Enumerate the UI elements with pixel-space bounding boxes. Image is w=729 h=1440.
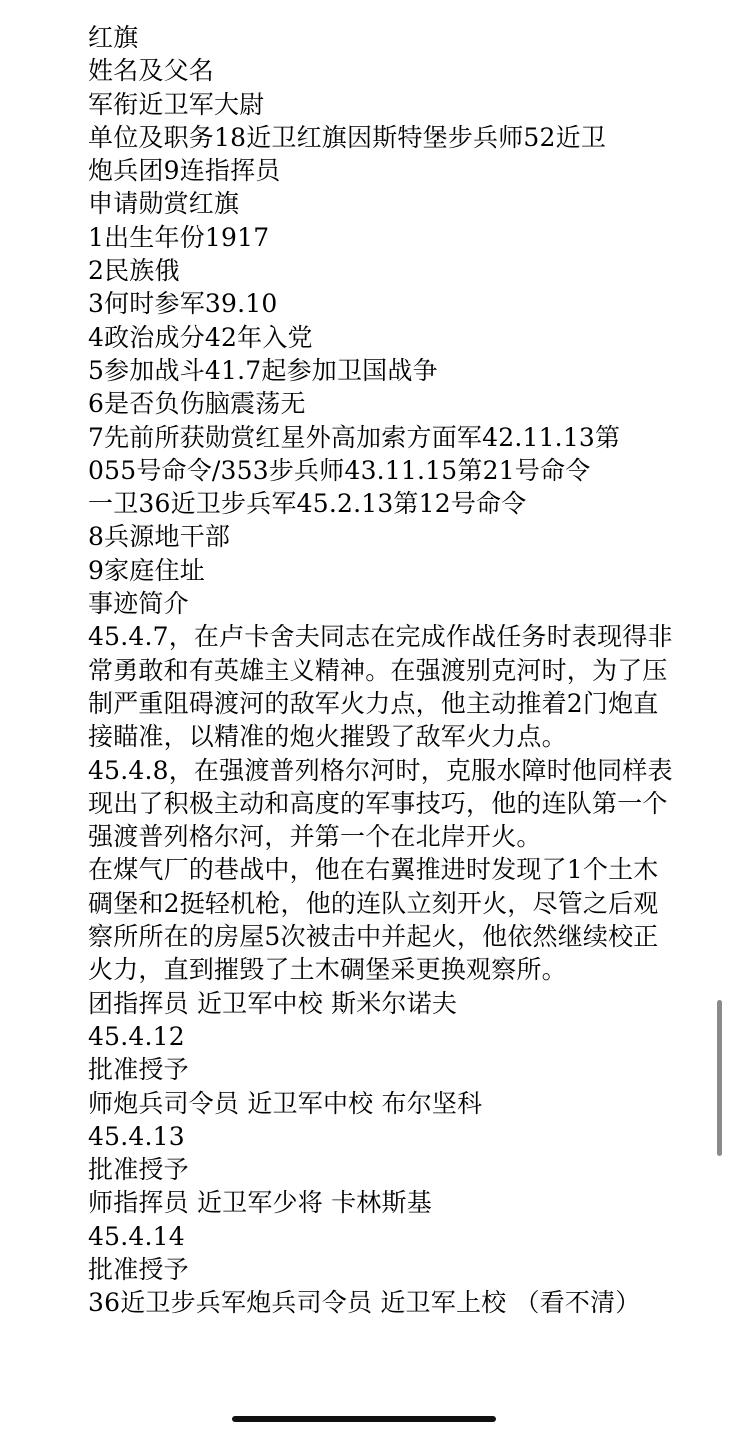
wounds: 6是否负伤脑震荡无 <box>88 389 306 419</box>
award-type: 红旗 <box>88 23 139 52</box>
party-membership: 4政治成分42年入党 <box>88 322 313 352</box>
division-commander-signature: 师指挥员 近卫军少将 卡林斯基 <box>88 1188 432 1218</box>
previous-awards-line-2: 055号命令/353步兵师43.11.15第21号命令 <box>88 455 591 485</box>
division-commander-date: 45.4.14 <box>88 1221 185 1251</box>
requested-award: 申请勋赏红旗 <box>88 189 240 219</box>
division-commander-decision: 批准授予 <box>88 1254 189 1284</box>
birth-year: 1出生年份1917 <box>88 222 270 252</box>
unit-and-position-line-1: 单位及职务18近卫红旗因斯特堡步兵师52近卫 <box>88 122 607 152</box>
home-address: 9家庭住址 <box>88 555 205 585</box>
corps-artillery-commander-signature: 36近卫步兵军炮兵司令员 近卫军上校 （看不清） <box>88 1288 641 1318</box>
name-and-patronymic: 姓名及父名 <box>88 56 215 86</box>
nationality: 2民族俄 <box>88 256 180 286</box>
combat-participation: 5参加战斗41.7起参加卫国战争 <box>88 355 438 385</box>
regiment-commander-decision: 批准授予 <box>88 1055 189 1085</box>
regiment-commander-signature: 团指挥员 近卫军中校 斯米尔诺夫 <box>88 988 458 1018</box>
previous-awards-line-3: 一卫36近卫步兵军45.2.13第12号命令 <box>88 489 527 519</box>
division-artillery-commander-date: 45.4.13 <box>88 1121 185 1151</box>
unit-and-position-line-2: 炮兵团9连指挥员 <box>88 156 281 186</box>
division-artillery-commander-signature: 师炮兵司令员 近卫军中校 布尔坚科 <box>88 1088 483 1118</box>
summary-heading: 事迹简介 <box>88 589 189 619</box>
narrative-paragraph: 45.4.7，在卢卡舍夫同志在完成作战任务时表现得非常勇敢和有英雄主义精神。在强渡别克河时，为了压制严重阻碍渡河的敌军火力点，他主动推着2门炮直接瞄准，以精准的炮火摧毁了敌军火力点。 <box>88 622 673 752</box>
conscription-source: 8兵源地干部 <box>88 522 231 552</box>
home-indicator[interactable] <box>232 1416 496 1422</box>
military-rank: 军衔近卫军大尉 <box>88 89 265 119</box>
division-artillery-commander-decision: 批准授予 <box>88 1155 189 1185</box>
narrative-paragraph: 在煤气厂的巷战中，他在右翼推进时发现了1个土木碉堡和2挺轻机枪，他的连队立刻开火，尽管之后观察所所在的房屋5次被击中并起火，他依然继续校正火力，直到摧毁了土木碉堡采更换观察所。 <box>88 855 659 985</box>
previous-awards-line-1: 7先前所获勋赏红星外高加索方面军42.11.13第 <box>88 422 621 452</box>
document-body <box>88 21 678 1320</box>
vertical-scrollbar[interactable] <box>717 1000 722 1156</box>
narrative-paragraph: 45.4.8，在强渡普列格尔河时，克服水障时他同样表现出了积极主动和高度的军事技巧，他的连队第一个强渡普列格尔河，并第一个在北岸开火。 <box>88 755 673 852</box>
enlistment-date: 3何时参军39.10 <box>88 289 278 319</box>
regiment-commander-date: 45.4.12 <box>88 1021 185 1051</box>
